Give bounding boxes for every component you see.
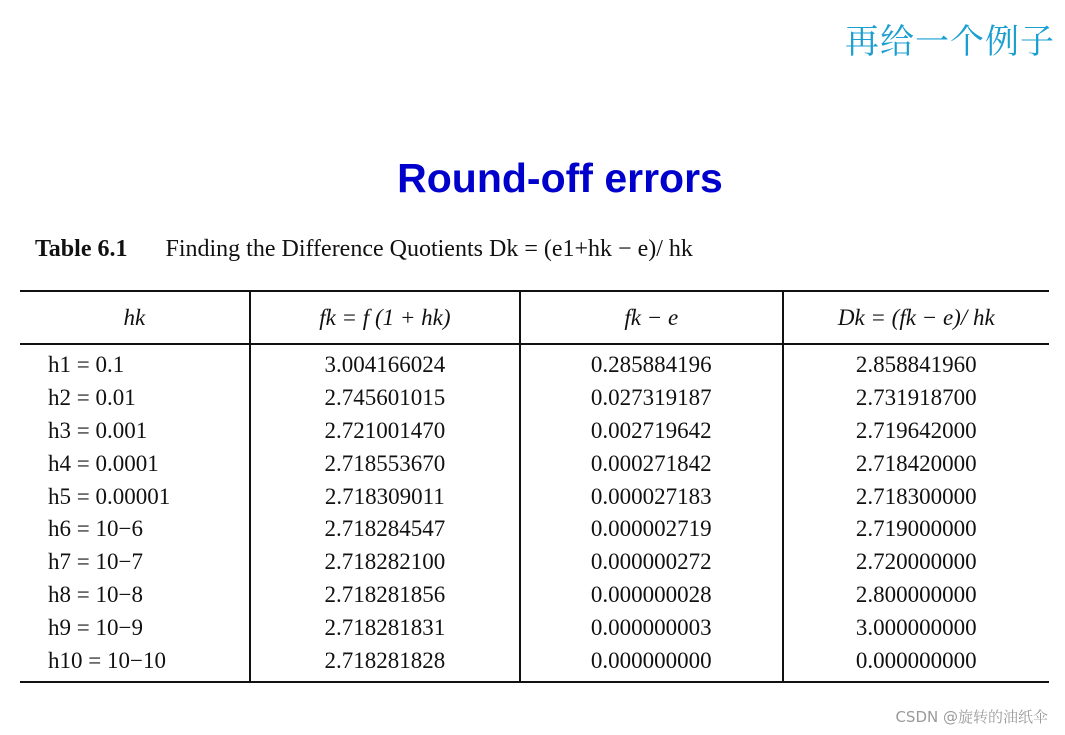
cell-diff: 0.000000028: [520, 579, 782, 612]
cell-d: 2.719642000: [783, 415, 1049, 448]
cell-d: 2.731918700: [783, 382, 1049, 415]
table-row: [20, 611, 1049, 644]
cell-h: h4 = 0.0001: [48, 450, 159, 476]
table-row: [20, 546, 1049, 579]
cell-diff: 0.285884196: [520, 344, 782, 382]
table-row: [20, 344, 1049, 382]
cell-h: h2 = 0.01: [48, 385, 136, 411]
cell-d: 3.000000000: [783, 611, 1049, 644]
cell-diff: 0.002719642: [520, 415, 782, 448]
table-row: [20, 382, 1049, 415]
cell-d: 2.718420000: [783, 447, 1049, 480]
cell-d: 0.000000000: [783, 644, 1049, 682]
table-row: [20, 480, 1049, 513]
cell-f: 2.718309011: [250, 480, 520, 513]
table-row: [20, 644, 1049, 682]
cell-f: 2.745601015: [250, 382, 520, 415]
column-header-d: Dk = (fk − e)/ hk: [783, 291, 1049, 344]
watermark: CSDN @旋转的油纸伞: [895, 708, 1048, 726]
cell-f: 2.718281831: [250, 611, 520, 644]
cell-f: 2.718553670: [250, 447, 520, 480]
cell-d: 2.800000000: [783, 579, 1049, 612]
cell-h: h10 = 10−10: [48, 647, 166, 673]
cell-diff: 0.000271842: [520, 447, 782, 480]
column-header-f: fk = f (1 + hk): [250, 291, 520, 344]
caption-text: Finding the Difference Quotients D: [165, 236, 507, 262]
table-caption: [35, 236, 693, 263]
cell-f: 2.718284547: [250, 513, 520, 546]
cell-diff: 0.000002719: [520, 513, 782, 546]
cell-f: 2.718281856: [250, 579, 520, 612]
cell-f: 3.004166024: [250, 344, 520, 382]
cell-h: h3 = 0.001: [48, 417, 148, 443]
cell-f: 2.718282100: [250, 546, 520, 579]
cell-diff: 0.000027183: [520, 480, 782, 513]
data-table: [20, 290, 1049, 683]
table-row: [20, 513, 1049, 546]
difference-quotient-table: [20, 290, 1049, 683]
column-header-f-minus-e: fk − e: [520, 291, 782, 344]
cell-h: h6 = 10−6: [48, 516, 143, 542]
table-label: Table 6.1: [35, 236, 128, 262]
cell-h: h7 = 10−7: [48, 549, 143, 575]
caption-formula: k = (e1+hk − e)/ hk: [506, 236, 693, 262]
cell-d: 2.719000000: [783, 513, 1049, 546]
cell-h: h5 = 0.00001: [48, 483, 171, 509]
cell-d: 2.720000000: [783, 546, 1049, 579]
cell-h: h8 = 10−8: [48, 581, 143, 607]
cell-diff: 0.000000003: [520, 611, 782, 644]
cell-diff: 0.000000272: [520, 546, 782, 579]
table-row: [20, 415, 1049, 448]
cell-diff: 0.000000000: [520, 644, 782, 682]
cell-h: h9 = 10−9: [48, 614, 143, 640]
cell-d: 2.858841960: [783, 344, 1049, 382]
table-row: [20, 447, 1049, 480]
table-header-row: [20, 291, 1049, 344]
cell-diff: 0.027319187: [520, 382, 782, 415]
cell-f: 2.721001470: [250, 415, 520, 448]
column-header-h: hk: [20, 291, 250, 344]
cell-d: 2.718300000: [783, 480, 1049, 513]
slide-title: Round-off errors: [397, 155, 723, 201]
corner-title: 再给一个例子: [845, 22, 1055, 62]
table-row: [20, 579, 1049, 612]
cell-h: h1 = 0.1: [48, 352, 125, 378]
cell-f: 2.718281828: [250, 644, 520, 682]
table-body: [20, 344, 1049, 682]
